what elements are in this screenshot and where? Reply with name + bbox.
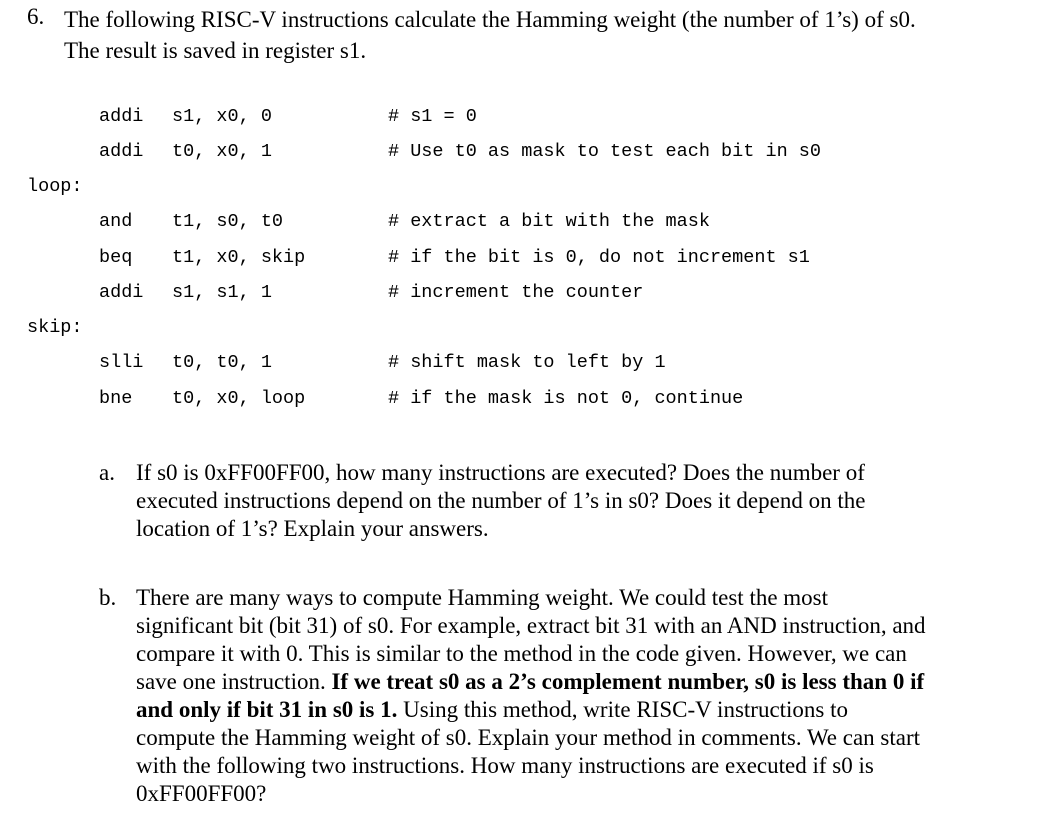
part-b-line — [136, 696, 971, 724]
part-b-line: significant bit (bit 31) of s0. For example, extract bit 31 with an AND instruction, and — [136, 613, 926, 638]
code-args: t0, t0, 1 — [172, 352, 272, 373]
code-op: addi — [99, 282, 144, 303]
part-b-line: There are many ways to compute Hamming weight. We could test the most — [136, 585, 829, 610]
code-comment: # extract a bit with the mask — [388, 211, 710, 232]
code-comment: # increment the counter — [388, 282, 644, 303]
part-b-line: compute the Hamming weight of s0. Explain your method in comments. We can start — [136, 725, 921, 750]
code-comment: # shift mask to left by 1 — [388, 352, 666, 373]
part-b-line — [136, 668, 971, 696]
part-b-normal-text: save one instruction. — [136, 669, 326, 694]
code-args: t1, s0, t0 — [172, 211, 284, 232]
code-comment: # s1 = 0 — [388, 106, 477, 127]
part-a-line: If s0 is 0xFF00FF00, how many instructions are executed? Does the number of — [136, 460, 865, 485]
code-op: and — [99, 211, 133, 232]
part-b-line: with the following two instructions. How many instructions are executed if s0 is — [136, 753, 874, 778]
code-args: t0, x0, 1 — [172, 141, 272, 162]
question-line-1: The following RISC-V instructions calculate the Hamming weight (the number of 1’s) of s0. — [64, 7, 916, 32]
part-b-bold-text: If we treat s0 as a 2’s complement number, s0 is less than 0 if — [331, 669, 925, 694]
code-comment: # Use t0 as mask to test each bit in s0 — [388, 141, 821, 162]
code-args: s1, s1, 1 — [172, 282, 272, 303]
code-op: addi — [99, 106, 144, 127]
code-op: slli — [99, 352, 144, 373]
code-label-skip: skip: — [27, 317, 83, 338]
part-a-line: location of 1’s? Explain your answers. — [136, 516, 489, 541]
code-args: t0, x0, loop — [172, 388, 306, 409]
code-args: s1, x0, 0 — [172, 106, 272, 127]
question-text — [64, 4, 1024, 66]
code-label-loop: loop: — [27, 176, 83, 197]
part-b-line: 0xFF00FF00? — [136, 781, 267, 806]
part-b-bold-text: and only if bit 31 in s0 is 1. — [136, 697, 398, 722]
part-a-marker: a. — [99, 460, 115, 485]
code-op: addi — [99, 141, 144, 162]
code-args: t1, x0, skip — [172, 247, 306, 268]
code-comment: # if the mask is not 0, continue — [388, 388, 744, 409]
part-a-text — [136, 459, 971, 543]
code-op: bne — [99, 388, 133, 409]
code-comment: # if the bit is 0, do not increment s1 — [388, 247, 810, 268]
part-b-normal-text: Using this method, write RISC-V instructions to — [403, 697, 849, 722]
part-a-line: executed instructions depend on the number of 1’s in s0? Does it depend on the — [136, 488, 866, 513]
code-op: beq — [99, 247, 133, 268]
question-number: 6. — [27, 4, 45, 29]
part-b-marker: b. — [99, 585, 117, 610]
part-b-text — [136, 584, 971, 808]
question-line-2: The result is saved in register s1. — [64, 38, 367, 63]
part-b-line: compare it with 0. This is similar to the method in the code given. However, we can — [136, 641, 907, 666]
